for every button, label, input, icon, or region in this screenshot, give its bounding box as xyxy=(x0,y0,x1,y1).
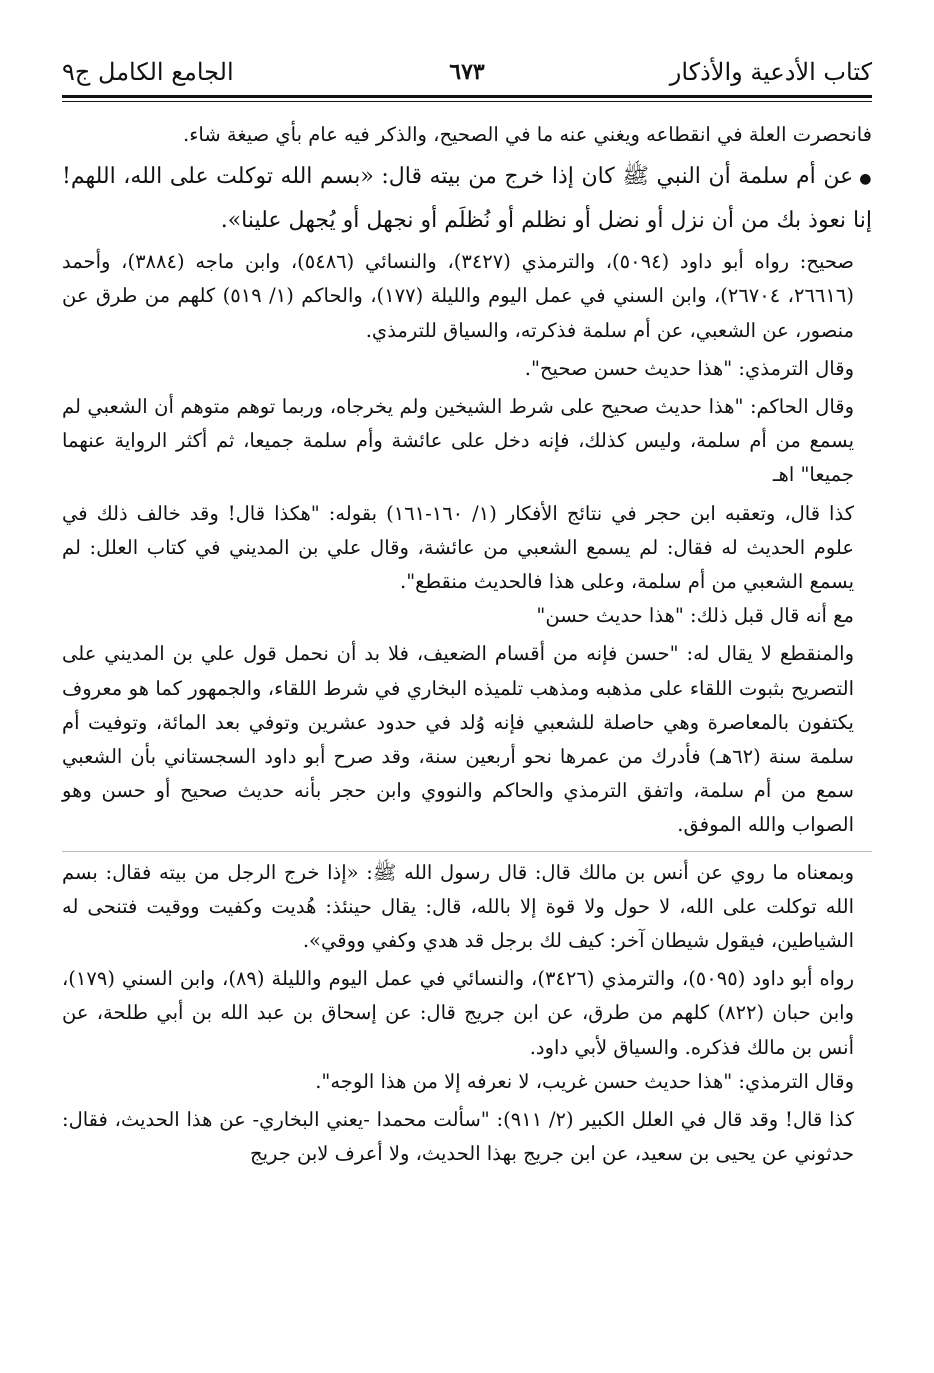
chapter-title: كتاب الأدعية والأذكار xyxy=(669,58,872,86)
paragraph-tirmidhi-grade: وقال الترمذي: "هذا حديث حسن صحيح". xyxy=(524,356,854,380)
paragraph-anas-hadith: وبمعناه ما روي عن أنس بن مالك قال: قال رسول الله ﷺ: «إذا خرج الرجل من بيته فقال: بسم الله توكلت على الله، لا حول ولا قوة إلا بالله، قال: يقال حينئذ: هُديت وكفيت ووقيت فتنحى له الشياطين، فيقول شيطان آخر: كيف لك برجل قد هدي وكفي ووقي». xyxy=(62,851,872,959)
paragraph-hakim: وقال الحاكم: "هذا حديث صحيح على شرط الشيخين ولم يخرجاه، وربما توهم متوهم أن الشعبي لم يسمع من أم سلمة، وليس كذلك، فإنه دخل على عائشة وأم سلمة جميعا، ثم أكثر الرواية عنهما جميعا" اهـ xyxy=(62,395,854,487)
paragraph-note: مع أنه قال قبل ذلك: "هذا حديث حسن" xyxy=(536,604,854,628)
paragraph-tirmidhi-grade-2: وقال الترمذي: "هذا حديث حسن غريب، لا نعرفه إلا من هذا الوجه". xyxy=(315,1069,854,1093)
running-header xyxy=(62,52,872,92)
paragraph-takhrij-anas: رواه أبو داود (٥٠٩٥)، والترمذي (٣٤٢٦)، والنسائي في عمل اليوم والليلة (٨٩)، وابن السني (١٧٩)، وابن حبان (٨٢٢) كلهم من طرق، عن ابن جريج قال: عن إسحاق بن عبد الله بن أبي طلحة، عن أنس بن مالك فذكره. والسياق لأبي داود. xyxy=(62,967,855,1059)
page-body xyxy=(62,118,872,1333)
page-number: ٦٧٣ xyxy=(449,59,485,85)
paragraph-hadith xyxy=(62,156,872,241)
paragraph-ilal: كذا قال! وقد قال في العلل الكبير (٢/ ٩١١): "سألت محمدا -يعني البخاري- عن هذا الحديث، فقال: حدثوني عن يحيى بن سعيد، عن ابن جريج بهذا الحديث، ولا أعرف لابن جريج xyxy=(62,1108,855,1166)
paragraph-ibn-hajar: كذا قال، وتعقبه ابن حجر في نتائج الأفكار (١/ ١٦٠-١٦١) بقوله: "هكذا قال! وقد خالف ذلك في علوم الحديث له فقال: لم يسمع الشعبي من عائشة، وقال علي بن المديني في كتاب العلل: لم يسمع الشعبي من أم سلمة، وعلى هذا فالحديث منقطع". xyxy=(62,501,854,594)
hadith-text: عن أم سلمة أن النبي ﷺ كان إذا خرج من بيته قال: «بسم الله توكلت على الله، اللهم! إنا نعوذ بك من أن نزل أو نضل أو نظلم أو نُظلَم أو نجهل أو يُجهل علينا». xyxy=(62,164,872,234)
header-rule-thick xyxy=(62,95,872,98)
paragraph-intro: فانحصرت العلة في انقطاعه ويغني عنه ما في الصحيح، والذكر فيه عام بأي صيغة شاء. xyxy=(183,123,872,146)
paragraph-discussion: والمنقطع لا يقال له: "حسن فإنه من أقسام الضعيف، فلا بد أن نحمل قول علي بن المديني على التصريح بثبوت اللقاء على مذهبه ومذهب تلميذه البخاري في شرط اللقاء، والجمهور كما هو معروف يكتفون بالمعاصرة وهي حاصلة للشعبي فإنه وُلد في حدود عشرين وتوفي بعد المائة، وتوفيت أم سلمة سنة (٦٢هـ) فأدرك من عمرها نحو أربعين سنة، وقد صرح أبو داود السجستاني بأن الشعبي سمع من أم سلمة، واتفق الترمذي والحاكم والنووي وابن حجر بأنه حديث صحيح أو حسن وهو الصواب والله الموفق. xyxy=(62,642,854,837)
book-volume-title: الجامع الكامل ج٩ xyxy=(62,58,234,86)
header-rule-thin xyxy=(62,101,872,102)
paragraph-takhrij: صحيح: رواه أبو داود (٥٠٩٤)، والترمذي (٣٤٢٧)، والنسائي (٥٤٨٦)، وابن ماجه (٣٨٨٤)، وأحمد (٢٦٦١٦، ٢٦٧٠٤)، وابن السني في عمل اليوم والليلة (١٧٧)، والحاكم (١/ ٥١٩) كلهم من طرق عن منصور، عن الشعبي، عن أم سلمة فذكرته، والسياق للترمذي. xyxy=(62,250,854,342)
bullet-icon: ● xyxy=(859,171,873,188)
